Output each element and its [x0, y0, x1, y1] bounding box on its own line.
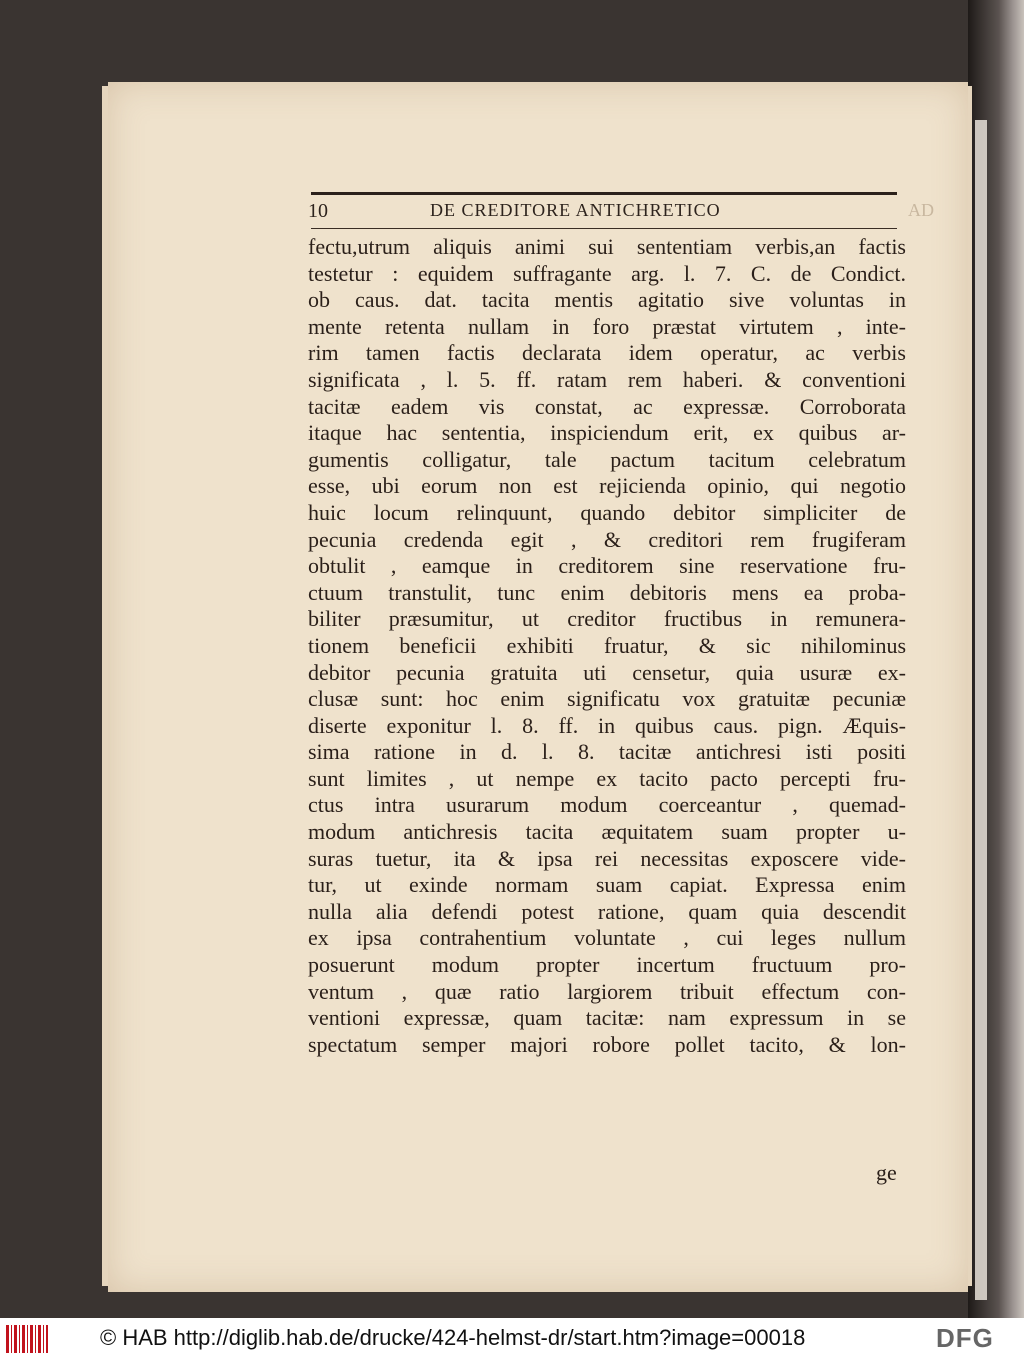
text-line: clusæ sunt: hoc enim significatu vox gratuitæ pecuniæ: [308, 686, 906, 712]
text-line: itaque hac sententia, inspiciendum erit, ex quibus ar-: [308, 420, 906, 446]
text-line: debitor pecunia gratuita uti censetur, quia usuræ ex-: [308, 659, 906, 685]
text-line: testetur : equidem suffragante arg. l. 7. C. de Condict.: [308, 260, 906, 286]
text-line: ob caus. dat. tacita mentis agitatio sive voluntas in: [308, 287, 906, 313]
text-line: diserte exponitur l. 8. ff. in quibus caus. pign. Æquis-: [308, 712, 906, 738]
dfg-logo: DFG: [936, 1323, 994, 1353]
text-line: rim tamen factis declarata idem operatur, ac verbis: [308, 340, 906, 366]
text-line: ctuum transtulit, tunc enim debitoris mens ea proba-: [308, 579, 906, 605]
text-line: ventum , quæ ratio largiorem tribuit effectum con-: [308, 978, 906, 1004]
text-line: ex ipsa contrahentium voluntate , cui leges nullum: [308, 925, 906, 951]
copyright-link[interactable]: © HAB http://diglib.hab.de/drucke/424-helmst-dr/start.htm?image=00018: [100, 1325, 806, 1350]
text-line: sunt limites , ut nempe ex tacito pacto percepti fru-: [308, 765, 906, 791]
footer-bar: [0, 1318, 1024, 1360]
bleed-through-text: AD: [908, 200, 934, 220]
text-line: mente retenta nullam in foro præstat virtutem , inte-: [308, 313, 906, 339]
text-line: tacitæ eadem vis constat, ac expressæ. Corroborata: [308, 393, 906, 419]
text-line: modum antichresis tacita æquitatem suam propter u-: [308, 819, 906, 845]
text-line: suras tuetur, ita & ipsa rei necessitas exposcere vide-: [308, 845, 906, 871]
text-line: significata , l. 5. ff. ratam rem haberi. & conventioni: [308, 366, 906, 392]
text-line: sima ratione in d. l. 8. tacitæ antichresi isti positi: [308, 739, 906, 765]
body-text: [308, 234, 906, 1058]
text-line: posuerunt modum propter incertum fructuum pro-: [308, 952, 906, 978]
catchword: ge: [876, 1160, 897, 1185]
text-line: obtulit , eamque in creditorem sine reservatione fru-: [308, 553, 906, 579]
page-number: 10: [308, 200, 328, 222]
text-line: huic locum relinquunt, quando debitor simpliciter de: [308, 499, 906, 525]
text-line: tur, ut exinde normam suam capiat. Expressa enim: [308, 872, 906, 898]
text-line: tionem beneficii exhibiti fruatur, & sic nihilominus: [308, 632, 906, 658]
running-title: DE CREDITORE ANTICHRETICO: [430, 200, 721, 220]
text-line: nulla alia defendi potest ratione, quam quia descendit: [308, 898, 906, 924]
text-line: fectu,utrum aliquis animi sui sententiam verbis,an factis: [308, 234, 906, 259]
header-rule-thick: [311, 192, 897, 195]
text-line: gumentis colligatur, tale pactum tacitum celebratum: [308, 446, 906, 472]
text-line: spectatum semper majori robore pollet tacito, & lon-: [308, 1031, 906, 1057]
text-line: ctus intra usurarum modum coerceantur , quemad-: [308, 792, 906, 818]
text-line: biliter præsumitur, ut creditor fructibus in remunera-: [308, 606, 906, 632]
page-edge-strip: [975, 120, 987, 1300]
book-page: [108, 82, 968, 1292]
header-rule-thin: [311, 228, 897, 229]
text-line: esse, ubi eorum non est rejicienda opinio, qui negotio: [308, 473, 906, 499]
text-line: ventioni expressæ, quam tacitæ: nam expressum in se: [308, 1005, 906, 1031]
text-line: pecunia credenda egit , & creditori rem frugiferam: [308, 526, 906, 552]
barcode-icon: [6, 1325, 48, 1353]
